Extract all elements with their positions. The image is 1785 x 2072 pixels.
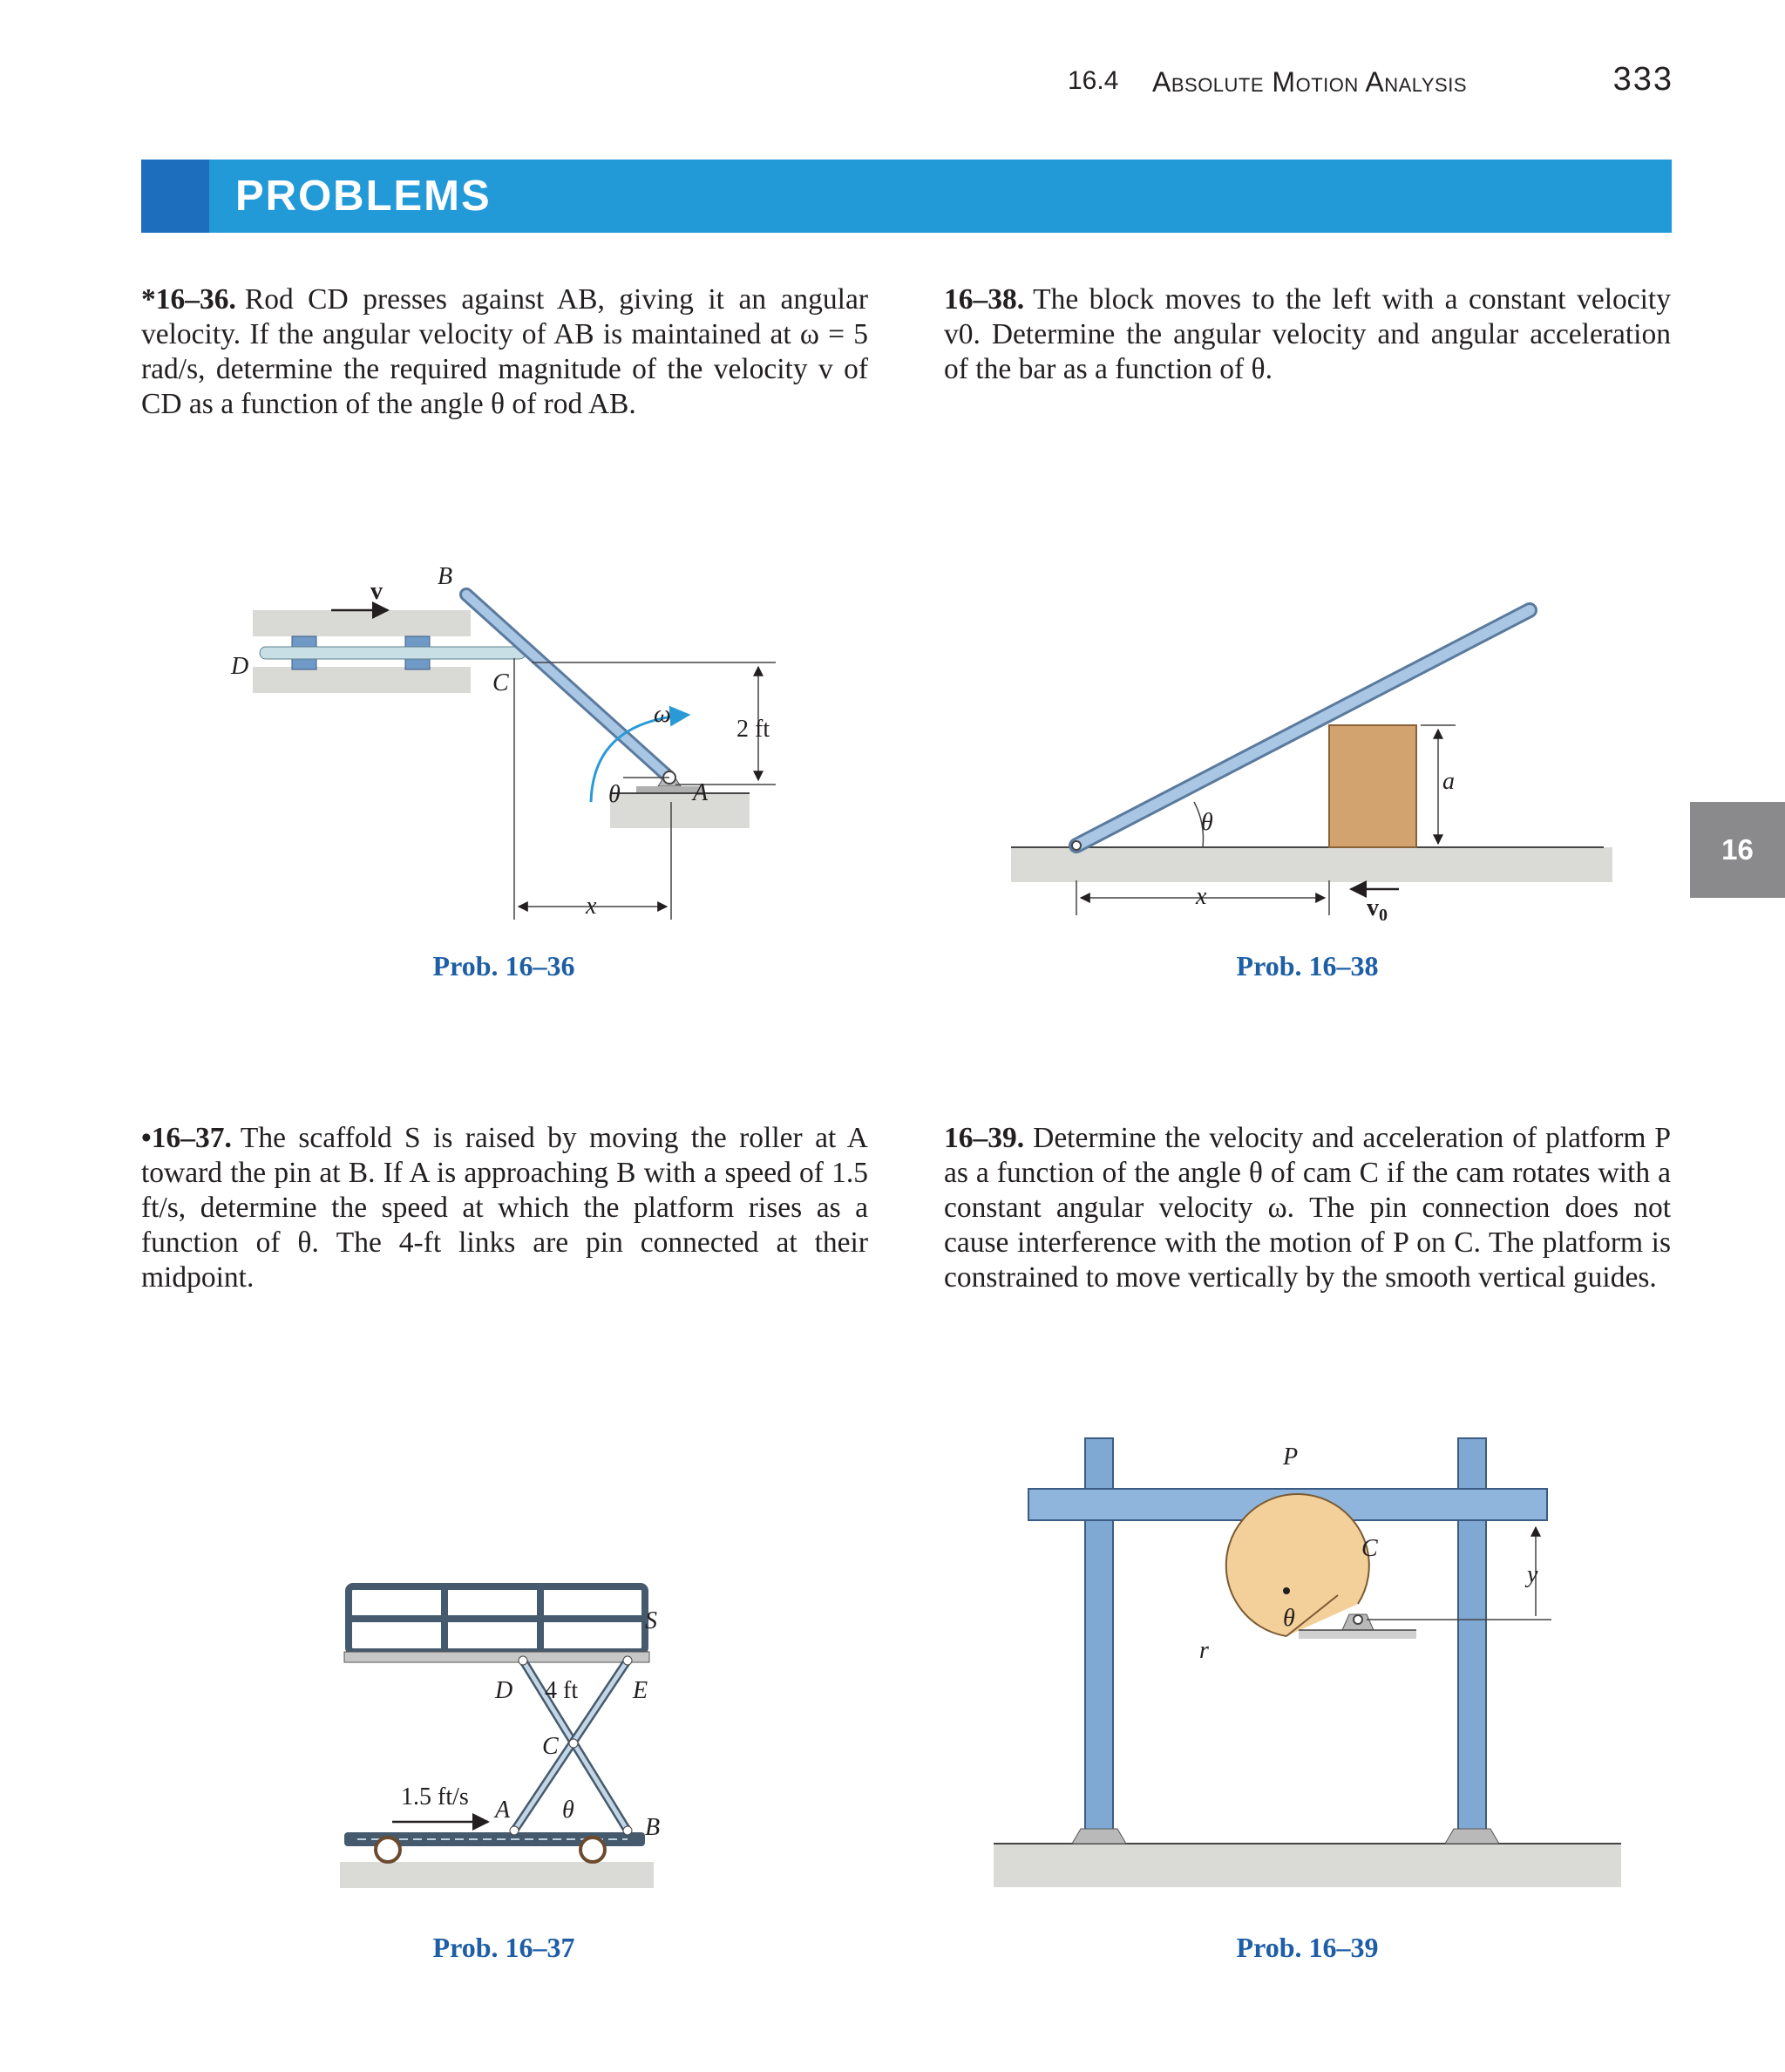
problem-16-38 (944, 282, 1671, 387)
label-x: x (1196, 883, 1207, 910)
figure-16-36 (218, 549, 784, 933)
label-r: r (1199, 1637, 1209, 1664)
problem-text: Determine the velocity and acceleration of platform P as a function of the angle θ of cam C if the cam rotates with a constant angular velocity ω. The pin connection does not cause interference with the motion of P on C. The platform is constrained to move vertically by the smooth vertical guides. (944, 1122, 1671, 1294)
problem-number: 16–38. (944, 283, 1025, 316)
chapter-tab[interactable]: 16 (1690, 802, 1785, 898)
label-s: S (645, 1607, 657, 1634)
problems-banner (141, 160, 1672, 233)
platform (344, 1652, 649, 1662)
ground-pivot (610, 793, 750, 828)
problem-text: The scaffold S is raised by moving the roller at A toward the pin at B. If A is approaching B with a speed of 1.5 ft/s, determine the speed at which the platform rises as a function of θ. The 4-ft links are pin connected at their midpoint. (141, 1122, 868, 1294)
problem-number: 16–39. (944, 1122, 1025, 1154)
problem-16-37 (141, 1121, 868, 1295)
figure-16-38 (1002, 593, 1612, 924)
label-2ft: 2 ft (736, 716, 770, 743)
page-number: 333 (1612, 61, 1673, 98)
caption-16-36: Prob. 16–36 (432, 950, 575, 982)
caption-16-38: Prob. 16–38 (1236, 950, 1379, 982)
scaffold-railing (349, 1586, 645, 1652)
label-a: A (495, 1797, 511, 1824)
label-theta: θ (608, 781, 621, 808)
problem-16-36 (141, 282, 868, 422)
ground (1011, 847, 1612, 882)
ground-bottom (253, 667, 471, 693)
running-head (1063, 61, 1673, 105)
banner-accent (141, 160, 209, 233)
label-b: B (438, 563, 453, 590)
figure-16-37 (340, 1569, 689, 1900)
label-v0: $v_0$ (1367, 894, 1388, 924)
label-theta: θ (562, 1797, 574, 1824)
problem-number: *16–36. (141, 283, 236, 316)
section-number: 16.4 (1068, 66, 1119, 95)
caption-16-37: Prob. 16–37 (432, 1932, 575, 1963)
label-c: C (542, 1733, 559, 1760)
caption-16-39: Prob. 16–39 (1236, 1932, 1379, 1963)
label-b: B (645, 1814, 661, 1841)
block (1329, 725, 1416, 847)
ground (994, 1844, 1621, 1887)
label-a: A (693, 779, 709, 806)
ground-top (253, 610, 471, 636)
label-x: x (586, 893, 597, 920)
figure-16-39 (994, 1430, 1621, 1909)
label-d: D (495, 1677, 513, 1704)
label-speed: 1.5 ft/s (401, 1783, 469, 1810)
label-p: P (1283, 1444, 1299, 1471)
problem-text: The block moves to the left with a constant velocity v0. Determine the angular velocity and angular acceleration of the bar as a function of θ. (944, 283, 1671, 385)
problem-number: •16–37. (141, 1122, 232, 1154)
label-c: C (1361, 1535, 1378, 1562)
label-theta: θ (1283, 1605, 1295, 1632)
label-a: a (1442, 768, 1455, 795)
rod-cd (260, 647, 526, 659)
label-y: y (1527, 1561, 1538, 1588)
label-d: D (231, 653, 249, 680)
label-omega: ω (654, 701, 671, 728)
problem-text: Rod CD presses against AB, giving it an angular velocity. If the angular velocity of AB is maintained at ω = 5 rad/s, determine the required magnitude of the velocity v of CD as a function of the angle θ of rod AB. (141, 283, 868, 420)
label-e: E (633, 1677, 648, 1704)
problem-16-39 (944, 1121, 1671, 1295)
label-v: v (370, 578, 383, 605)
label-4ft: 4 ft (545, 1677, 579, 1704)
section-title: Absolute Motion Analysis (1152, 66, 1468, 98)
cam-c (1226, 1494, 1369, 1636)
label-theta: θ (1201, 809, 1213, 836)
banner-title: PROBLEMS (235, 173, 492, 220)
label-c: C (492, 669, 509, 696)
